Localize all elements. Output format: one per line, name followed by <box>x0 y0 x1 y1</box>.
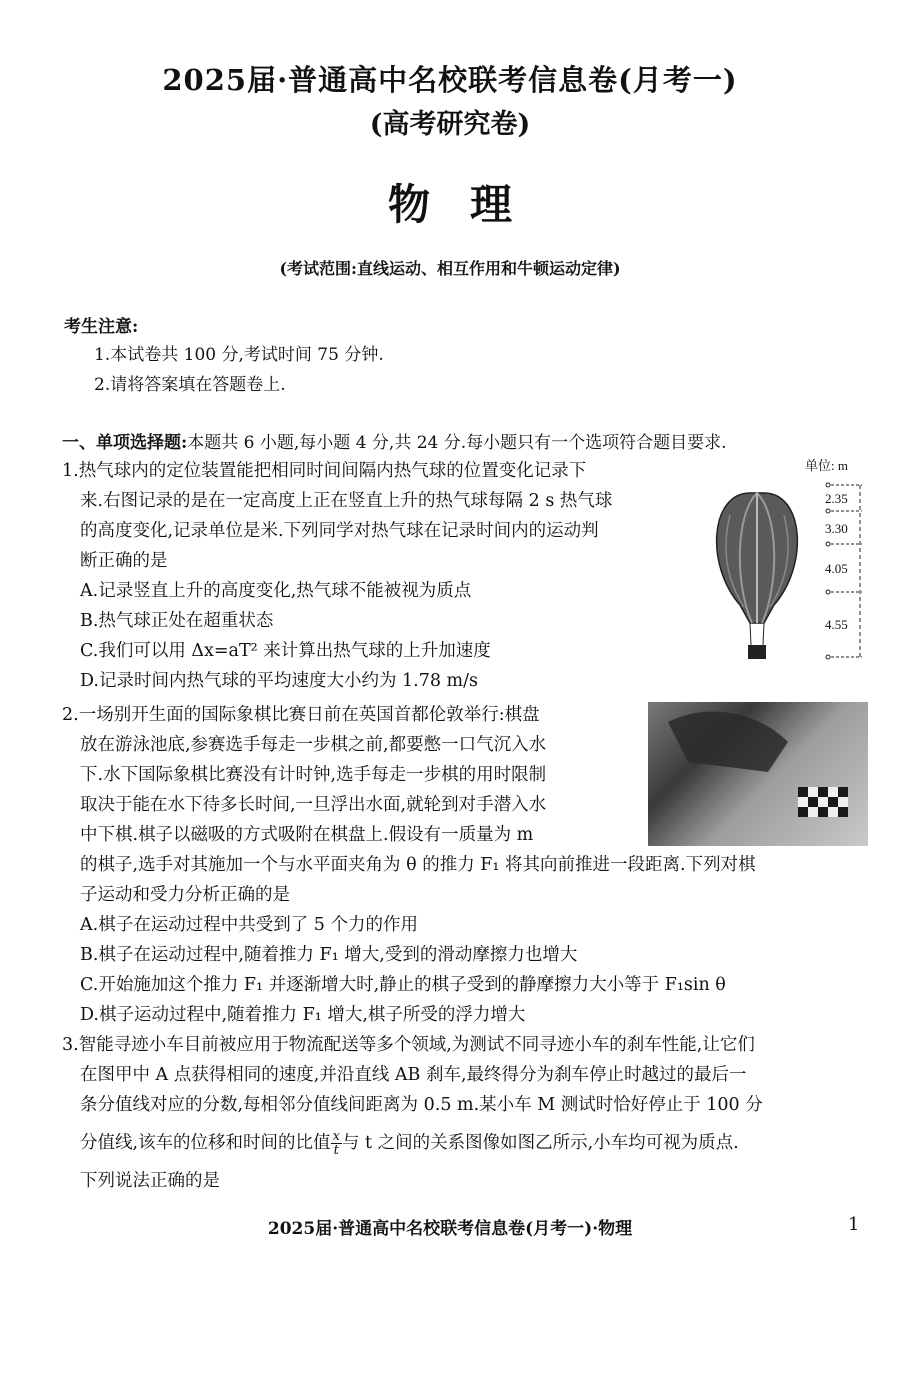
hot-air-balloon-icon <box>717 493 798 659</box>
q2-line: 取决于能在水下待多长时间,一旦浮出水面,就轮到对手潜入水 <box>80 795 547 815</box>
q1-option-b: B.热气球正处在超重状态 <box>80 611 274 631</box>
q3-line: 条分值线对应的分数,每相邻分值线间距离为 0.5 m.某小车 M 测试时恰好停止于 100 分 <box>80 1095 763 1115</box>
question-1 <box>62 456 612 696</box>
interval-label: 3.30 <box>825 521 848 536</box>
q3-line: 在图甲中 A 点获得相同的速度,并沿直线 AB 刹车,最终得分为刹车停止时越过的最后一 <box>80 1065 747 1085</box>
section-text: 本题共 6 小题,每小题 4 分,共 24 分.每小题只有一个选项符合题目要求. <box>187 433 727 453</box>
notice-heading: 考生注意: <box>64 317 139 337</box>
balloon-figure <box>700 455 880 670</box>
interval-label: 2.35 <box>825 491 848 506</box>
q1-option-a: A.记录竖直上升的高度变化,热气球不能被视为质点 <box>80 581 472 601</box>
q1-line: 的高度变化,记录单位是米.下列同学对热气球在记录时间内的运动判 <box>80 521 599 541</box>
x-over-t-fraction: $\frac{x}{t}$ <box>332 1129 340 1158</box>
notice-item: 2.请将答案填在答题卷上. <box>94 375 286 395</box>
q2-option-d: D.棋子运动过程中,随着推力 F₁ 增大,棋子所受的浮力增大 <box>80 1005 526 1025</box>
exam-title: 2025届·普通高中名校联考信息卷(月考一) <box>162 63 738 97</box>
q1-line: 断正确的是 <box>80 551 168 571</box>
section-heading <box>62 428 727 453</box>
q3-text: 分值线,该车的位移和时间的比值 <box>80 1133 331 1153</box>
question-3 <box>62 1030 763 1196</box>
exam-subtitle: (高考研究卷) <box>369 109 531 140</box>
q1-line: 1.热气球内的定位装置能把相同时间间隔内热气球的位置变化记录下 <box>62 461 587 481</box>
q2-line: 放在游泳池底,参赛选手每走一步棋之前,都要憋一口气沉入水 <box>80 735 547 755</box>
unit-label: 单位: m <box>805 458 848 473</box>
q2-option-c: C.开始施加这个推力 F₁ 并逐渐增大时,静止的棋子受到的静摩擦力大小等于 F₁sin θ <box>80 975 726 995</box>
q2-line: 2.一场别开生面的国际象棋比赛日前在英国首都伦敦举行:棋盘 <box>62 705 540 725</box>
subject-title: 物理 <box>387 180 552 229</box>
q2-option-b: B.棋子在运动过程中,随着推力 F₁ 增大,受到的滑动摩擦力也增大 <box>80 945 578 965</box>
q2-line: 下.水下国际象棋比赛没有计时钟,选手每走一步棋的用时限制 <box>80 765 547 785</box>
q3-text: 与 t 之间的关系图像如图乙所示,小车均可视为质点. <box>341 1133 739 1153</box>
q2-line: 的棋子,选手对其施加一个与水平面夹角为 θ 的推力 F₁ 将其向前推进一段距离.下列对棋 <box>80 855 756 875</box>
interval-label: 4.05 <box>825 561 848 576</box>
q1-line: 来.右图记录的是在一定高度上正在竖直上升的热气球每隔 2 s 热气球 <box>80 491 613 511</box>
page-footer: 2025届·普通高中名校联考信息卷(月考一)·物理 <box>267 1219 633 1239</box>
chess-board-icon <box>648 702 868 846</box>
section-label: 一、单项选择题: <box>62 433 188 453</box>
q2-line: 子运动和受力分析正确的是 <box>80 885 290 905</box>
q1-option-d: D.记录时间内热气球的平均速度大小约为 1.78 m/s <box>80 671 479 691</box>
underwater-chess-photo <box>648 702 868 846</box>
q3-line: 下列说法正确的是 <box>80 1171 220 1191</box>
q2-line: 中下棋.棋子以磁吸的方式吸附在棋盘上.假设有一质量为 m <box>80 825 534 845</box>
notice-item: 1.本试卷共 100 分,考试时间 75 分钟. <box>94 345 384 365</box>
q3-line <box>62 1120 763 1166</box>
q2-option-a: A.棋子在运动过程中共受到了 5 个力的作用 <box>80 915 418 935</box>
interval-label: 4.55 <box>825 617 848 632</box>
page-number: 1 <box>848 1214 860 1235</box>
exam-scope: (考试范围:直线运动、相互作用和牛顿运动定律) <box>279 259 621 278</box>
q1-option-c: C.我们可以用 Δx=aT² 来计算出热气球的上升加速度 <box>80 641 491 661</box>
q3-line: 3.智能寻迹小车目前被应用于物流配送等多个领域,为测试不同寻迹小车的刹车性能,让它们 <box>62 1035 755 1055</box>
